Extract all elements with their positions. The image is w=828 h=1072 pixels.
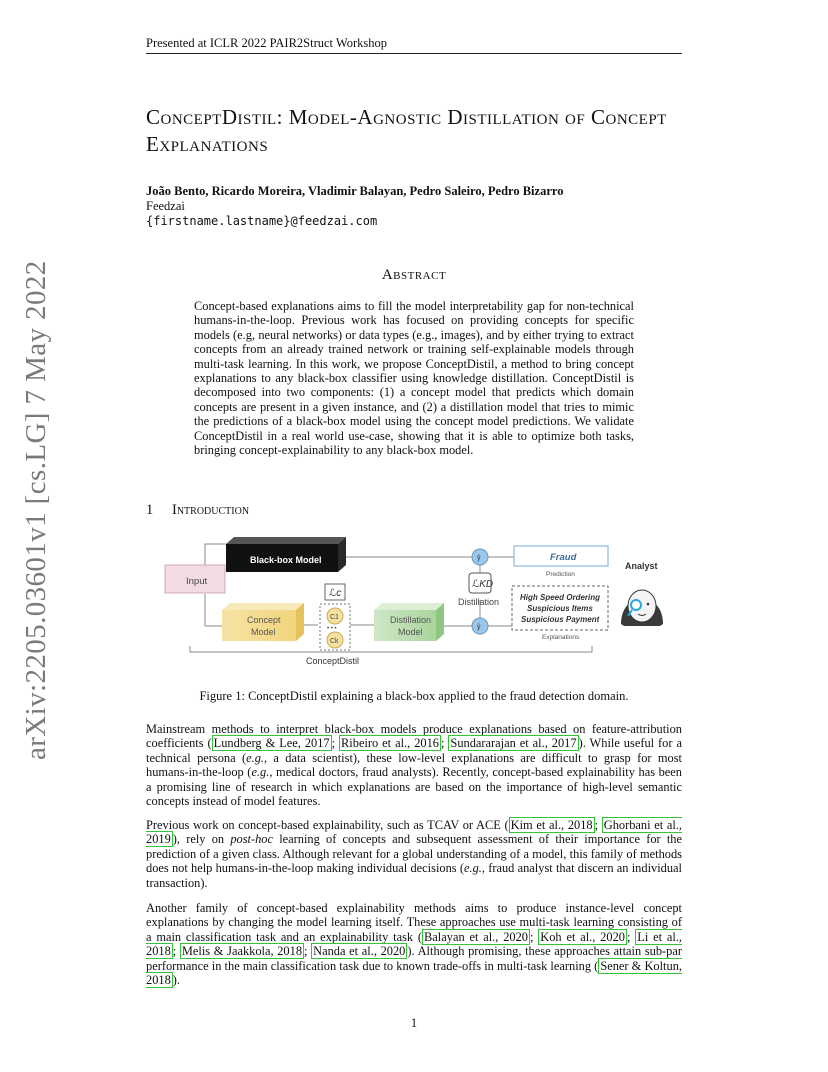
citation-link[interactable]: Li et al., 2018 bbox=[146, 929, 682, 959]
running-header: Presented at ICLR 2022 PAIR2Struct Workshop bbox=[146, 36, 388, 50]
concept-model-top bbox=[222, 603, 304, 610]
black-box-top bbox=[226, 537, 346, 544]
citation-link[interactable]: Ghorbani et al., 2019 bbox=[146, 818, 683, 847]
prediction-label: Prediction bbox=[546, 571, 575, 578]
explanation-2: Suspicious Items bbox=[527, 604, 593, 613]
intro-paragraph-2: Previous work on concept-based explainability, such as TCAV or ACE ( Kim et al., 2018 ; Ghorbani et al., 2019 ), rely on post-hoc learning of concepts and subsequent assessment of their importance for the prediction of a given class. Although relevant for a global understanding of a model, this family of methods does not help humans-in-the-loop making individual decisions (e.g., fraud analyst that discern an individual transaction). bbox=[146, 818, 683, 890]
yhat-blackbox-label: ŷ bbox=[477, 555, 481, 562]
input-label: Input bbox=[186, 576, 208, 587]
conceptdistil-label: ConceptDistil bbox=[306, 656, 360, 666]
citation-link[interactable]: Sundararajan et al., 2017 bbox=[450, 736, 577, 751]
citation-link[interactable]: Lundberg & Lee, 2017 bbox=[213, 736, 330, 751]
citation-link[interactable]: Kim et al., 2018 bbox=[510, 818, 593, 832]
citation-link[interactable]: Melis & Jaakkola, 2018 bbox=[181, 944, 303, 959]
black-box-label: Black-box Model bbox=[250, 555, 322, 565]
concept-c1-label: C1 bbox=[330, 614, 339, 621]
distillation-model-top bbox=[374, 603, 444, 610]
citation-link[interactable]: Balayan et al., 2020 bbox=[424, 929, 528, 944]
figure-1 bbox=[160, 530, 670, 675]
citation-link[interactable]: Koh et al., 2020 bbox=[540, 929, 625, 944]
page-number: 1 bbox=[410, 1016, 418, 1030]
intro-paragraph-3: Another family of concept-based explainability methods aims to produce instance-level concept explanations by changing the model learning itself. These approaches use multi-task learning consisting of a main classification task and an explainability task ( Balayan et al., 2020 ; Koh et al., 2020 ; Li et al., 2018 ; Melis & Jaakkola, 2018 ; Nanda et al., 2020 ). Although promising, these approaches attain sub-par performance in the main classification task due to known trade-offs in multi-task learning ( Sener & Koltun, 2018 ). bbox=[146, 901, 683, 988]
figure-caption: Figure 1: ConceptDistil explaining a black-box applied to the fraud detection domain. bbox=[199, 689, 629, 703]
kd-loss-label: ℒKD bbox=[472, 579, 494, 590]
concept-loss-label: ℒc bbox=[329, 588, 342, 599]
conceptdistil-diagram bbox=[160, 530, 670, 670]
header-rule bbox=[146, 53, 682, 54]
concept-model-label-1: Concept bbox=[247, 615, 281, 625]
analyst-label: Analyst bbox=[625, 561, 658, 571]
arxiv-stamp: arXiv:2205.03601v1 [cs.LG] 7 May 2022 bbox=[20, 260, 52, 760]
explanation-3: Suspicious Payment bbox=[521, 615, 600, 624]
explanations-label: Explanations bbox=[542, 634, 580, 641]
concept-dots: • • • bbox=[327, 626, 337, 632]
prediction-fraud: Fraud bbox=[550, 552, 577, 563]
concept-ck-label: Ck bbox=[330, 638, 339, 645]
distillation-model-label-2: Model bbox=[398, 627, 423, 637]
citation-link[interactable]: Nanda et al., 2020 bbox=[313, 944, 406, 959]
citation-link[interactable]: Sener & Koltun, 2018 bbox=[146, 958, 682, 988]
analyst-icon bbox=[621, 590, 663, 626]
section-title: Introduction bbox=[172, 502, 250, 518]
author-email[interactable]: {firstname.lastname}@feedzai.com bbox=[146, 214, 378, 228]
section-number: 1 bbox=[146, 502, 154, 518]
intro-paragraph-1: Mainstream methods to interpret black-box models produce explanations based on feature-attribution coefficients ( Lundberg & Lee, 2017 ; Ribeiro et al., 2016 ; Sundararajan et al., 2017 ). While useful for a technical persona (e.g., a data scientist), these low-level explanations are difficult to grasp for most humans-in-the-loop (e.g., medical doctors, fraud analysts). Recently, concept-based explainability has been a promising line of research in which explanations are based on the importance of high-level semantic concepts instead of model features. bbox=[146, 722, 683, 809]
explanation-1: High Speed Ordering bbox=[520, 593, 601, 602]
affiliation: Feedzai bbox=[146, 199, 185, 213]
distillation-model-label-1: Distillation bbox=[390, 615, 432, 625]
citation-link[interactable]: Ribeiro et al., 2016 bbox=[341, 736, 439, 751]
abstract-text: Concept-based explanations aims to fill the model interpretability gap for non-technical humans-in-the-loop. Previous work has focused on providing concepts for specific models (e.g, neural networks) or data types (e.g., images), and by either trying to extract concepts from an already trained network or training self-explainable models through multi-task learning. In this work, we propose ConceptDistil, a method to bring concept explanations to any black-box classifier using knowledge distillation. ConceptDistil is decomposed into two components: (1) a concept model that predicts which domain concepts are present in a given instance, and (2) a distillation model that tries to mimic the predictions of a black-box model using the concept model predictions. We validate ConceptDistil in a real world use-case, showing that it is able to optimize both tasks, bringing concept-explainability to any black-box model. bbox=[194, 299, 634, 458]
author-list: João Bento, Ricardo Moreira, Vladimir Balayan, Pedro Saleiro, Pedro Bizarro bbox=[146, 184, 564, 198]
yhat-distillation-label: ŷ bbox=[477, 624, 481, 631]
concept-model-label-2: Model bbox=[251, 627, 276, 637]
abstract-heading: Abstract bbox=[381, 267, 447, 283]
paper-title: ConceptDistil: Model-Agnostic Distillation of Concept Explanations bbox=[146, 105, 667, 156]
distillation-label: Distillation bbox=[458, 597, 500, 607]
section-heading bbox=[146, 502, 249, 519]
